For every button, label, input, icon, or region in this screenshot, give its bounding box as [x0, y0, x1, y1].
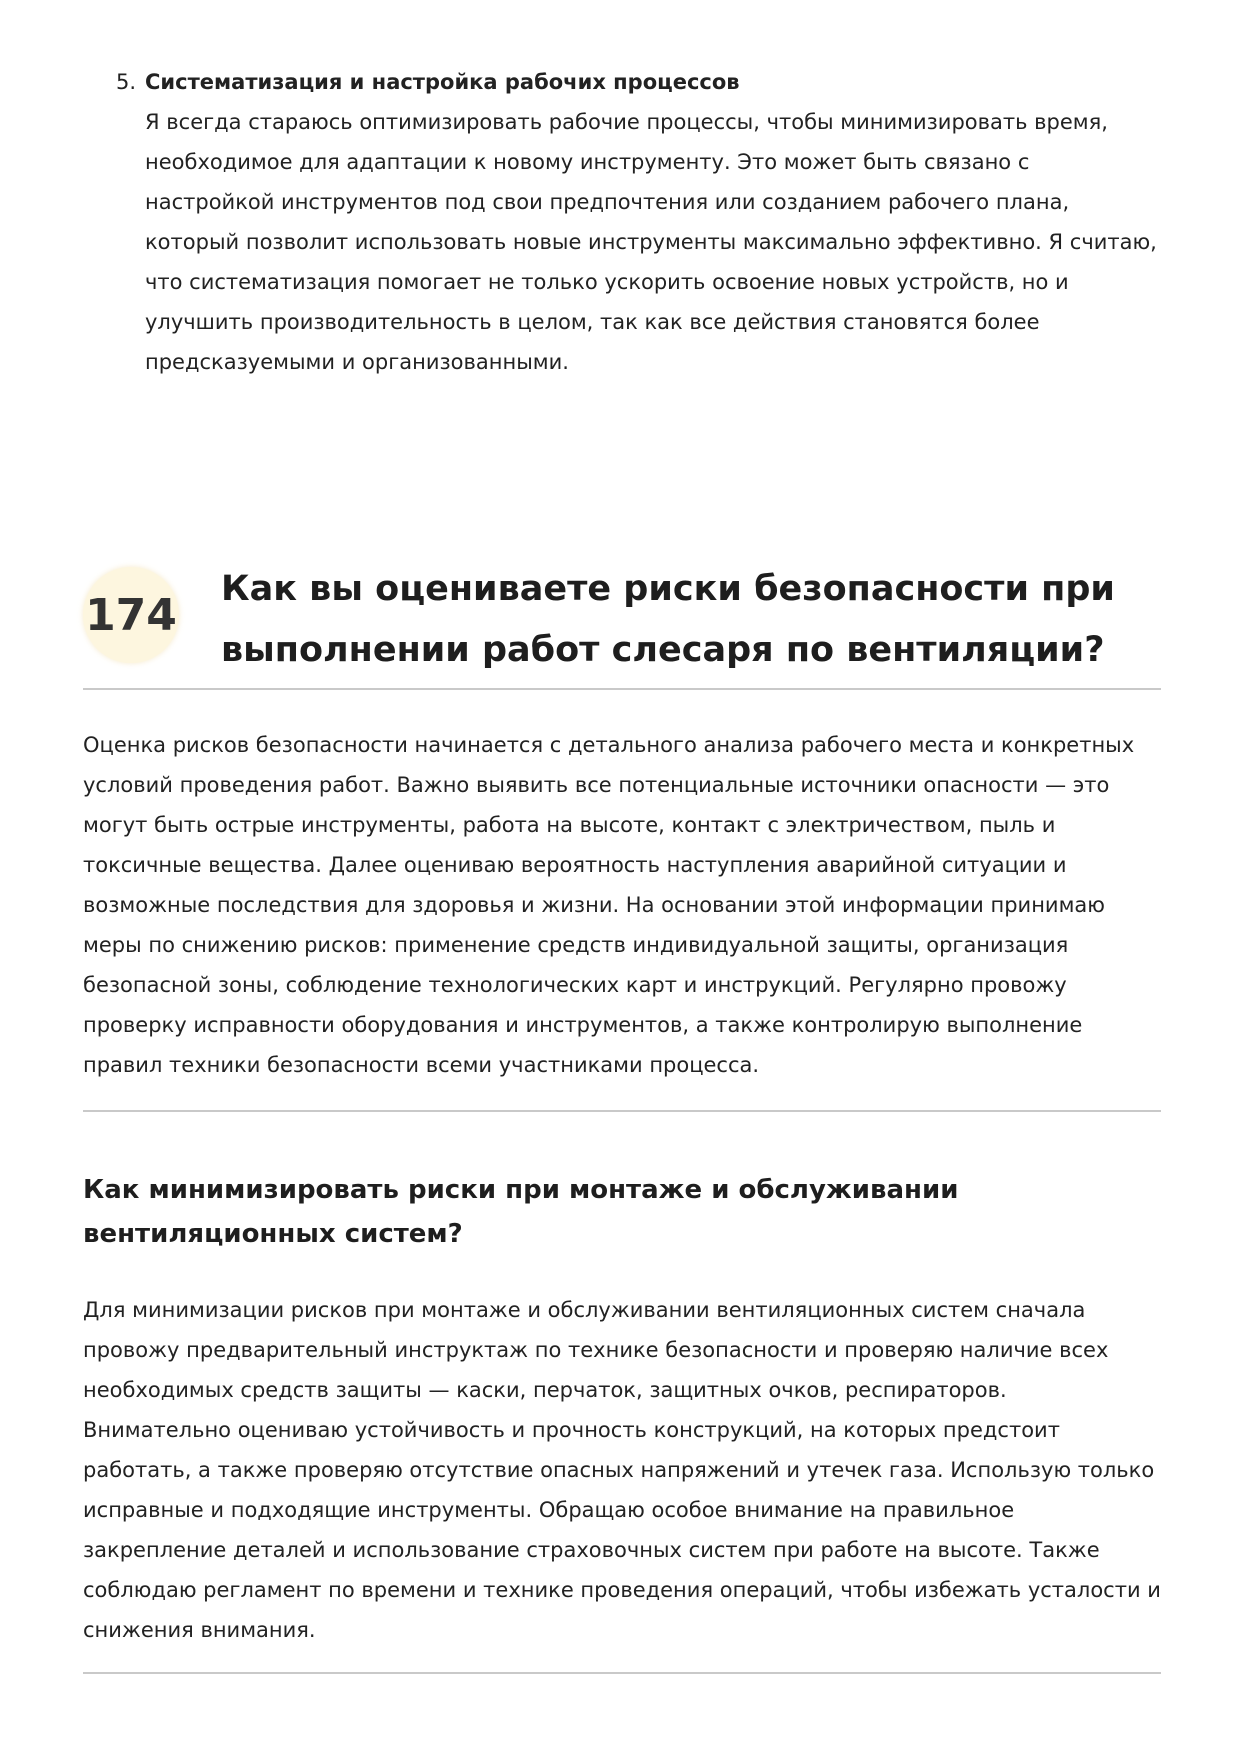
section-divider [83, 1110, 1161, 1112]
list-item-title: Систематизация и настройка рабочих процессов [145, 70, 740, 94]
question-answer: Оценка рисков безопасности начинается с детального анализа рабочего места и конкретных условий проведения работ. Важно выявить все потенциальные источники опасности — это могут быть острые инструменты, работа на высоте, контакт с электричеством, пыль и токсичные вещества. Далее оцениваю вероятность наступления аварийной ситуации и возможные последствия для здоровья и жизни. На основании этой информации принимаю меры по снижению рисков: применение средств индивидуальной защиты, организация безопасной зоны, соблюдение технологических карт и инструкций. Регулярно провожу проверку исправности оборудования и инструментов, а также контролирую выполнение правил техники безопасности всеми участниками процесса. [83, 733, 1135, 1077]
list-item-text: Я всегда стараюсь оптимизировать рабочие процессы, чтобы минимизировать время, необходимое для адаптации к новому инструменту. Это может быть связано с настройкой инструментов под свои предпочтения или созданием рабочего плана, который позволит использовать новые инструменты максимально эффективно. Я считаю, что систематизация помогает не только ускорить освоение новых устройств, но и улучшить производительность в целом, так как все действия становятся более предсказуемыми и организованными. [145, 110, 1157, 374]
list-item-number: 5. [116, 70, 137, 94]
section-divider [83, 1672, 1161, 1674]
list-item-body [145, 62, 1161, 382]
followup-answer: Для минимизации рисков при монтаже и обслуживании вентиляционных систем сначала провожу предварительный инструктаж по технике безопасности и проверяю наличие всех необходимых средств защиты — каски, перчаток, защитных очков, респираторов. Внимательно оцениваю устойчивость и прочность конструкций, на которых предстоит работать, а также проверяю отсутствие опасных напряжений и утечек газа. Использую только исправные и подходящие инструменты. Обращаю особое внимание на правильное закрепление деталей и использование страховочных систем при работе на высоте. Также соблюдаю регламент по времени и технике проведения операций, чтобы избежать усталости и снижения внимания. [83, 1298, 1161, 1642]
question-header [83, 555, 1161, 690]
question-number-badge: 174 [83, 567, 179, 663]
followup-title: Как минимизировать риски при монтаже и обслуживании вентиляционных систем? [83, 1175, 959, 1249]
list-item [116, 62, 1161, 382]
question-title: Как вы оцениваете риски безопасности при выполнении работ слесаря по вентиляции? [221, 569, 1115, 670]
